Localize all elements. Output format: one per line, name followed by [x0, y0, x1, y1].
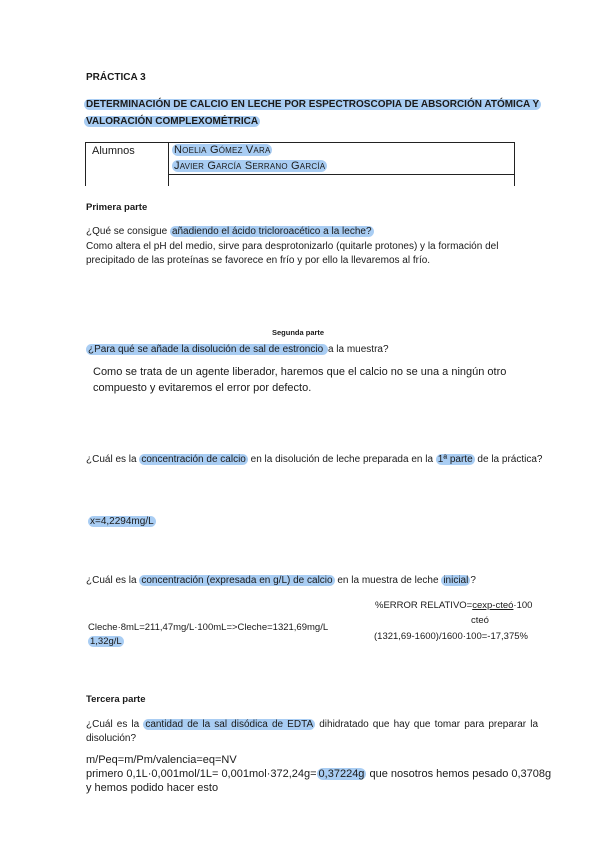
part2-question3: ¿Cuál es la concentración (expresada en g/L) de calcio en la muestra de leche inicial ?	[86, 575, 476, 586]
main-title-line1-text: DETERMINACIÓN DE CALCIO EN LECHE POR ESPECTROSCOPIA DE ABSORCIÓN ATÓMICA Y	[86, 99, 540, 110]
part3-heading: Tercera parte	[86, 694, 146, 705]
calc-line1: Cleche·8mL=211,47mg/L·100mL=>Cleche=1321,69mg/L	[88, 622, 329, 633]
practice-label: PRÁCTICA 3	[86, 72, 146, 83]
main-title-line1	[84, 99, 541, 110]
part2-answer1-line2: compuesto y evitaremos el error por defecto.	[93, 382, 312, 394]
part2-answer1-line1: Como se trata de un agente liberador, haremos que el calcio no se una a ningún otro	[93, 366, 507, 378]
part1-question: ¿Qué se consigue añadiendo el ácido tricloroacético a la leche?	[86, 226, 372, 237]
part2-answer2: x=4,2294mg/L	[90, 516, 154, 527]
part3-answer-line3: y hemos podido hacer esto	[86, 782, 219, 794]
error-calculation: (1321,69-1600)/1600·100=-17,375%	[374, 631, 528, 642]
part1-answer-line1: Como altera el pH del medio, sirve para desprotonizarlo (quitarle protones) y la formación del	[86, 241, 499, 252]
part2-question2: ¿Cuál es la concentración de calcio en la disolución de leche preparada en la 1ª parte de la práctica?	[86, 454, 543, 465]
part2-heading: Segunda parte	[272, 328, 325, 337]
part3-question-line2: disolución?	[86, 733, 137, 744]
main-title-line2	[84, 116, 260, 127]
error-formula: %ERROR RELATIVO=cexp-cteó·100	[375, 600, 533, 611]
part3-answer-line1: m/Peq=m/Pm/valencia=eq=NV	[86, 754, 237, 766]
part2-question1: ¿Para qué se añade la disolución de sal de estroncio a la muestra?	[88, 344, 389, 355]
error-denominator: cteó	[471, 615, 489, 626]
student-name-1: Noelia Gómez Vara	[174, 144, 271, 156]
part3-answer-line2: primero 0,1L·0,001mol/1L= 0,001mol·372,24g= 0,37224g que nosotros hemos pesado 0,3708g	[86, 768, 552, 780]
part3-question-line1: ¿Cuál es la cantidad de la sal disódica de EDTA dihidratado que hay que tomar para preparar la	[86, 719, 539, 730]
student-name-2: Javier García Serrano García	[174, 160, 326, 172]
error-numerator: cexp-cteó	[472, 600, 514, 611]
part1-answer-line2: precipitado de las proteínas se favorece en frío y por ello la llevaremos al frío.	[86, 255, 431, 266]
part1-heading: Primera parte	[86, 202, 148, 213]
students-label: Alumnos	[92, 145, 135, 157]
main-title-line2-text: VALORACIÓN COMPLEXOMÉTRICA	[86, 116, 259, 127]
calc-line2: 1,32g/L	[90, 636, 122, 647]
